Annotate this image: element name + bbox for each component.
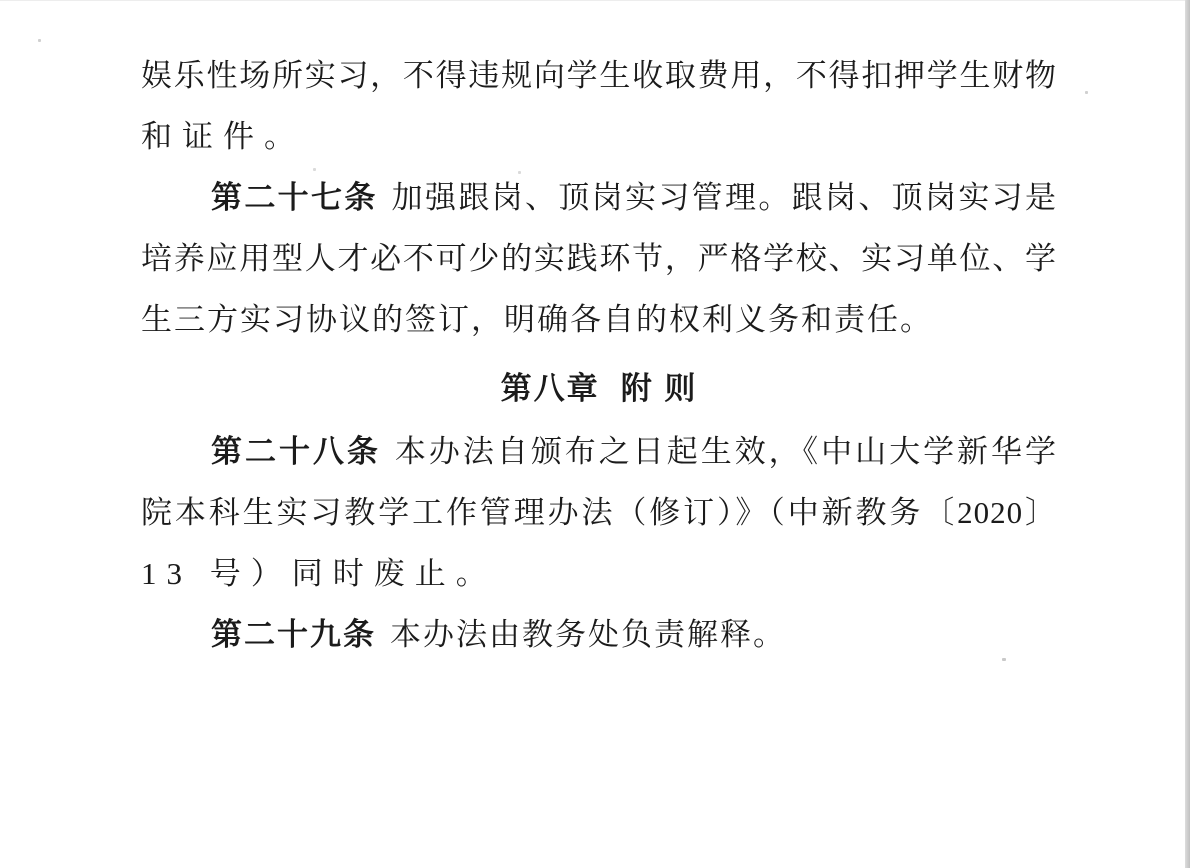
chapter-heading	[141, 358, 1057, 419]
paragraph-line	[141, 106, 1057, 167]
paragraph-line	[141, 482, 1057, 543]
scan-speckle	[313, 168, 316, 171]
text-run: 本办法由教务处负责解释。	[390, 617, 786, 652]
text-run: 13 号）同时废止。	[141, 556, 497, 591]
text-run: 本办法自颁布之日起生效，《中山大学新华学	[394, 434, 1057, 469]
scan-speckle	[1002, 658, 1006, 661]
paragraph-line	[141, 604, 1057, 665]
scan-edge-top	[0, 0, 1190, 1]
text-run: 院本科生实习教学工作管理办法（修订）》（中新教务〔2020〕	[141, 495, 1057, 530]
paragraph-line	[141, 289, 1057, 350]
article-number: 第二十九条	[211, 617, 376, 652]
paragraph-line	[141, 421, 1057, 482]
scan-speckle	[518, 171, 521, 174]
article-number: 第二十七条	[211, 180, 378, 215]
paragraph-line	[141, 167, 1057, 228]
article-number: 第二十八条	[211, 434, 381, 469]
scan-speckle	[38, 39, 41, 42]
document-body	[141, 45, 1057, 665]
text-run: 培养应用型人才必不可少的实践环节，严格学校、实习单位、学	[141, 241, 1057, 276]
text-run: 和证件。	[141, 119, 305, 154]
scan-edge-right	[1185, 0, 1190, 868]
paragraph-line	[141, 228, 1057, 289]
text-run: 加强跟岗、顶岗实习管理。跟岗、顶岗实习是	[391, 180, 1057, 215]
text-run: 娱乐性场所实习，不得违规向学生收取费用，不得扣押学生财物	[141, 58, 1057, 93]
scan-speckle	[1085, 91, 1088, 94]
paragraph-line	[141, 45, 1057, 106]
text-run: 生三方实习协议的签订，明确各自的权利义务和责任。	[141, 302, 933, 337]
paragraph-line	[141, 543, 1057, 604]
article-number: 第八章 附 则	[500, 371, 698, 406]
